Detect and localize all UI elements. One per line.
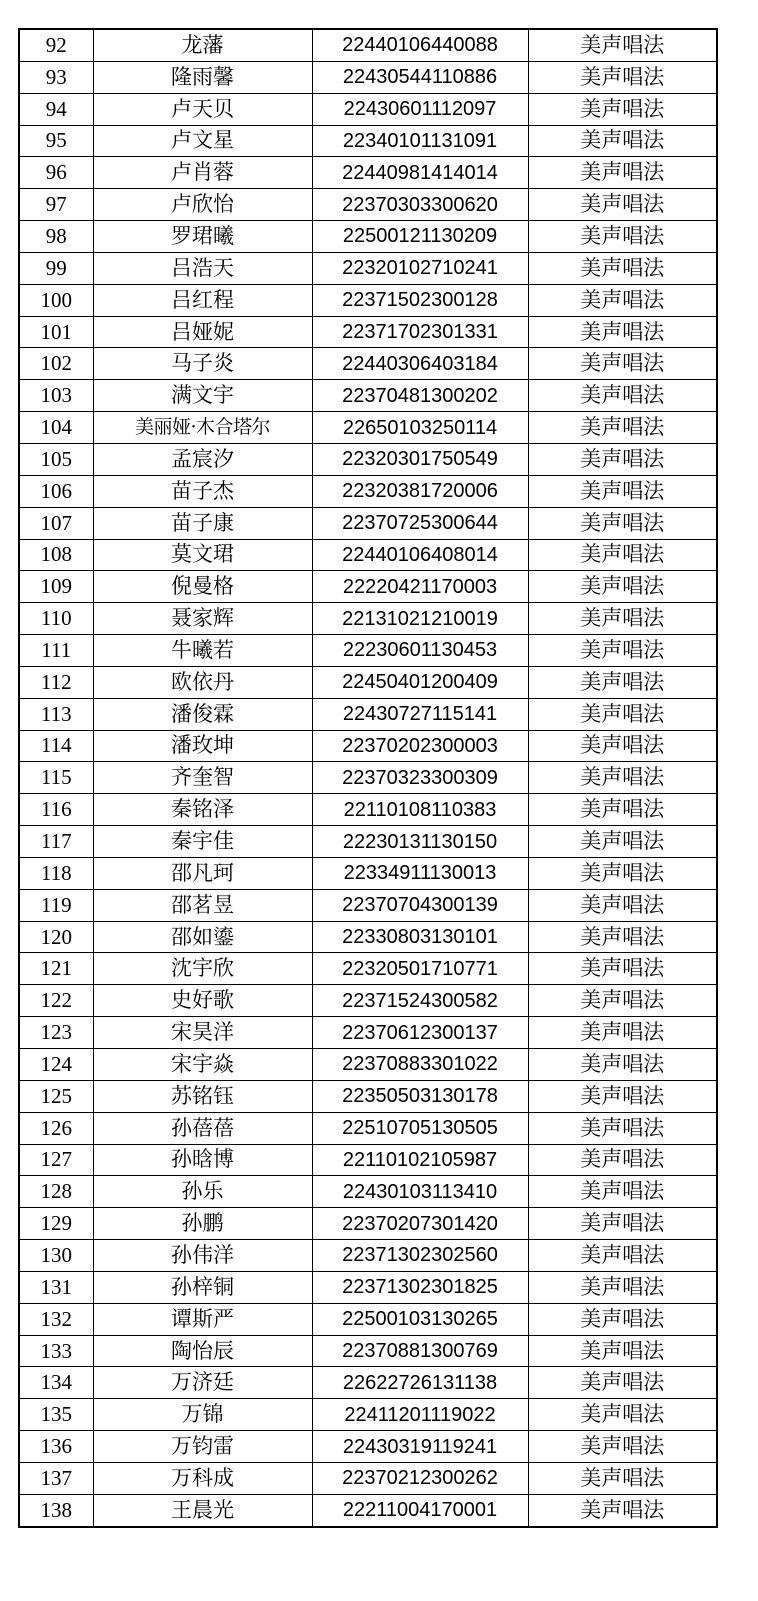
exam-id-cell: 22320501710771 bbox=[312, 953, 528, 985]
table-row bbox=[19, 1080, 717, 1112]
roster-table-body bbox=[19, 29, 717, 1527]
exam-id-cell: 22510705130505 bbox=[312, 1112, 528, 1144]
table-row bbox=[19, 380, 717, 412]
exam-id-cell: 22370207301420 bbox=[312, 1208, 528, 1240]
major-cell: 美声唱法 bbox=[528, 412, 717, 444]
exam-id-cell: 22370323300309 bbox=[312, 762, 528, 794]
name-cell: 隆雨馨 bbox=[93, 61, 312, 93]
exam-id-cell: 22411201119022 bbox=[312, 1399, 528, 1431]
name-cell: 齐奎智 bbox=[93, 762, 312, 794]
major-cell: 美声唱法 bbox=[528, 316, 717, 348]
name-cell: 苏铭钰 bbox=[93, 1080, 312, 1112]
exam-id-cell: 22370303300620 bbox=[312, 189, 528, 221]
name-cell: 吕娅妮 bbox=[93, 316, 312, 348]
exam-id-cell: 22440306403184 bbox=[312, 348, 528, 380]
exam-id-cell: 22650103250114 bbox=[312, 412, 528, 444]
exam-id-cell: 22370202300003 bbox=[312, 730, 528, 762]
row-number-cell: 133 bbox=[19, 1335, 93, 1367]
name-cell: 万科成 bbox=[93, 1462, 312, 1494]
major-cell: 美声唱法 bbox=[528, 380, 717, 412]
row-number-cell: 94 bbox=[19, 93, 93, 125]
major-cell: 美声唱法 bbox=[528, 1335, 717, 1367]
major-cell: 美声唱法 bbox=[528, 1367, 717, 1399]
major-cell: 美声唱法 bbox=[528, 1240, 717, 1272]
name-cell: 史好歌 bbox=[93, 985, 312, 1017]
row-number-cell: 99 bbox=[19, 252, 93, 284]
exam-id-cell: 22440106440088 bbox=[312, 29, 528, 61]
row-number-cell: 138 bbox=[19, 1494, 93, 1526]
name-cell: 潘玫坤 bbox=[93, 730, 312, 762]
name-cell: 满文宇 bbox=[93, 380, 312, 412]
name-cell: 吕浩天 bbox=[93, 252, 312, 284]
major-cell: 美声唱法 bbox=[528, 61, 717, 93]
table-row bbox=[19, 857, 717, 889]
row-number-cell: 122 bbox=[19, 985, 93, 1017]
row-number-cell: 117 bbox=[19, 826, 93, 858]
exam-id-cell: 22320381720006 bbox=[312, 475, 528, 507]
row-number-cell: 98 bbox=[19, 221, 93, 253]
row-number-cell: 102 bbox=[19, 348, 93, 380]
major-cell: 美声唱法 bbox=[528, 1176, 717, 1208]
major-cell: 美声唱法 bbox=[528, 1399, 717, 1431]
table-row bbox=[19, 1176, 717, 1208]
exam-id-cell: 22371302301825 bbox=[312, 1271, 528, 1303]
table-row bbox=[19, 953, 717, 985]
major-cell: 美声唱法 bbox=[528, 1144, 717, 1176]
table-row bbox=[19, 1017, 717, 1049]
table-row bbox=[19, 443, 717, 475]
name-cell: 罗珺曦 bbox=[93, 221, 312, 253]
table-row bbox=[19, 1208, 717, 1240]
exam-id-cell: 22220421170003 bbox=[312, 571, 528, 603]
major-cell: 美声唱法 bbox=[528, 635, 717, 667]
name-cell: 邵如鎏 bbox=[93, 921, 312, 953]
major-cell: 美声唱法 bbox=[528, 507, 717, 539]
name-cell: 孙乐 bbox=[93, 1176, 312, 1208]
name-cell: 倪曼格 bbox=[93, 571, 312, 603]
major-cell: 美声唱法 bbox=[528, 1494, 717, 1526]
row-number-cell: 93 bbox=[19, 61, 93, 93]
table-row bbox=[19, 1335, 717, 1367]
name-cell: 王晨光 bbox=[93, 1494, 312, 1526]
table-row bbox=[19, 252, 717, 284]
table-row bbox=[19, 412, 717, 444]
exam-id-cell: 22370883301022 bbox=[312, 1049, 528, 1081]
major-cell: 美声唱法 bbox=[528, 1303, 717, 1335]
table-row bbox=[19, 1112, 717, 1144]
table-row bbox=[19, 1494, 717, 1526]
name-cell: 苗子杰 bbox=[93, 475, 312, 507]
major-cell: 美声唱法 bbox=[528, 889, 717, 921]
name-cell: 美丽娅·木合塔尔 bbox=[93, 412, 312, 444]
name-cell: 莫文珺 bbox=[93, 539, 312, 571]
name-cell: 龙藩 bbox=[93, 29, 312, 61]
major-cell: 美声唱法 bbox=[528, 284, 717, 316]
name-cell: 卢欣怡 bbox=[93, 189, 312, 221]
exam-id-cell: 22371502300128 bbox=[312, 284, 528, 316]
major-cell: 美声唱法 bbox=[528, 762, 717, 794]
row-number-cell: 107 bbox=[19, 507, 93, 539]
name-cell: 孙鹏 bbox=[93, 1208, 312, 1240]
name-cell: 牛曦若 bbox=[93, 635, 312, 667]
name-cell: 欧依丹 bbox=[93, 666, 312, 698]
table-row bbox=[19, 921, 717, 953]
table-row bbox=[19, 635, 717, 667]
name-cell: 邵凡珂 bbox=[93, 857, 312, 889]
exam-id-cell: 22430319119241 bbox=[312, 1431, 528, 1463]
row-number-cell: 101 bbox=[19, 316, 93, 348]
exam-id-cell: 22370704300139 bbox=[312, 889, 528, 921]
exam-id-cell: 22230601130453 bbox=[312, 635, 528, 667]
row-number-cell: 132 bbox=[19, 1303, 93, 1335]
table-row bbox=[19, 603, 717, 635]
exam-id-cell: 22430103113410 bbox=[312, 1176, 528, 1208]
exam-id-cell: 22440981414014 bbox=[312, 157, 528, 189]
major-cell: 美声唱法 bbox=[528, 189, 717, 221]
major-cell: 美声唱法 bbox=[528, 221, 717, 253]
exam-id-cell: 22320301750549 bbox=[312, 443, 528, 475]
name-cell: 孙晗博 bbox=[93, 1144, 312, 1176]
table-row bbox=[19, 1462, 717, 1494]
name-cell: 孙梓铜 bbox=[93, 1271, 312, 1303]
row-number-cell: 100 bbox=[19, 284, 93, 316]
major-cell: 美声唱法 bbox=[528, 698, 717, 730]
major-cell: 美声唱法 bbox=[528, 539, 717, 571]
table-row bbox=[19, 1144, 717, 1176]
exam-id-cell: 22110108110383 bbox=[312, 794, 528, 826]
name-cell: 卢肖蓉 bbox=[93, 157, 312, 189]
table-row bbox=[19, 1399, 717, 1431]
row-number-cell: 129 bbox=[19, 1208, 93, 1240]
row-number-cell: 126 bbox=[19, 1112, 93, 1144]
exam-id-cell: 22370725300644 bbox=[312, 507, 528, 539]
exam-id-cell: 22440106408014 bbox=[312, 539, 528, 571]
major-cell: 美声唱法 bbox=[528, 826, 717, 858]
major-cell: 美声唱法 bbox=[528, 603, 717, 635]
major-cell: 美声唱法 bbox=[528, 1271, 717, 1303]
row-number-cell: 123 bbox=[19, 1017, 93, 1049]
row-number-cell: 116 bbox=[19, 794, 93, 826]
row-number-cell: 136 bbox=[19, 1431, 93, 1463]
major-cell: 美声唱法 bbox=[528, 571, 717, 603]
table-row bbox=[19, 221, 717, 253]
major-cell: 美声唱法 bbox=[528, 666, 717, 698]
exam-id-cell: 22211004170001 bbox=[312, 1494, 528, 1526]
exam-id-cell: 22370481300202 bbox=[312, 380, 528, 412]
major-cell: 美声唱法 bbox=[528, 1080, 717, 1112]
major-cell: 美声唱法 bbox=[528, 1431, 717, 1463]
exam-id-cell: 22370881300769 bbox=[312, 1335, 528, 1367]
row-number-cell: 111 bbox=[19, 635, 93, 667]
row-number-cell: 97 bbox=[19, 189, 93, 221]
table-row bbox=[19, 666, 717, 698]
exam-id-cell: 22370612300137 bbox=[312, 1017, 528, 1049]
table-row bbox=[19, 189, 717, 221]
name-cell: 苗子康 bbox=[93, 507, 312, 539]
table-row bbox=[19, 1431, 717, 1463]
row-number-cell: 137 bbox=[19, 1462, 93, 1494]
exam-id-cell: 22500121130209 bbox=[312, 221, 528, 253]
name-cell: 万钧雷 bbox=[93, 1431, 312, 1463]
row-number-cell: 106 bbox=[19, 475, 93, 507]
major-cell: 美声唱法 bbox=[528, 348, 717, 380]
table-row bbox=[19, 507, 717, 539]
major-cell: 美声唱法 bbox=[528, 857, 717, 889]
row-number-cell: 134 bbox=[19, 1367, 93, 1399]
name-cell: 卢文星 bbox=[93, 125, 312, 157]
row-number-cell: 110 bbox=[19, 603, 93, 635]
name-cell: 吕红程 bbox=[93, 284, 312, 316]
name-cell: 宋宇焱 bbox=[93, 1049, 312, 1081]
row-number-cell: 135 bbox=[19, 1399, 93, 1431]
row-number-cell: 109 bbox=[19, 571, 93, 603]
row-number-cell: 105 bbox=[19, 443, 93, 475]
row-number-cell: 112 bbox=[19, 666, 93, 698]
table-row bbox=[19, 93, 717, 125]
major-cell: 美声唱法 bbox=[528, 157, 717, 189]
table-row bbox=[19, 316, 717, 348]
exam-id-cell: 22230131130150 bbox=[312, 826, 528, 858]
major-cell: 美声唱法 bbox=[528, 1017, 717, 1049]
major-cell: 美声唱法 bbox=[528, 1112, 717, 1144]
major-cell: 美声唱法 bbox=[528, 1462, 717, 1494]
row-number-cell: 96 bbox=[19, 157, 93, 189]
major-cell: 美声唱法 bbox=[528, 1049, 717, 1081]
table-row bbox=[19, 284, 717, 316]
name-cell: 马子炎 bbox=[93, 348, 312, 380]
name-cell: 孙伟洋 bbox=[93, 1240, 312, 1272]
major-cell: 美声唱法 bbox=[528, 443, 717, 475]
major-cell: 美声唱法 bbox=[528, 953, 717, 985]
major-cell: 美声唱法 bbox=[528, 252, 717, 284]
table-row bbox=[19, 698, 717, 730]
table-row bbox=[19, 61, 717, 93]
name-cell: 宋昊洋 bbox=[93, 1017, 312, 1049]
row-number-cell: 125 bbox=[19, 1080, 93, 1112]
name-cell: 万锦 bbox=[93, 1399, 312, 1431]
roster-table bbox=[18, 28, 718, 1528]
table-row bbox=[19, 762, 717, 794]
major-cell: 美声唱法 bbox=[528, 93, 717, 125]
major-cell: 美声唱法 bbox=[528, 794, 717, 826]
name-cell: 陶怡辰 bbox=[93, 1335, 312, 1367]
table-row bbox=[19, 1303, 717, 1335]
table-row bbox=[19, 157, 717, 189]
table-row bbox=[19, 889, 717, 921]
table-row bbox=[19, 1271, 717, 1303]
table-row bbox=[19, 475, 717, 507]
row-number-cell: 113 bbox=[19, 698, 93, 730]
name-cell: 沈宇欣 bbox=[93, 953, 312, 985]
table-row bbox=[19, 539, 717, 571]
name-cell: 卢天贝 bbox=[93, 93, 312, 125]
row-number-cell: 121 bbox=[19, 953, 93, 985]
exam-id-cell: 22110102105987 bbox=[312, 1144, 528, 1176]
table-row bbox=[19, 794, 717, 826]
name-cell: 潘俊霖 bbox=[93, 698, 312, 730]
name-cell: 聂家辉 bbox=[93, 603, 312, 635]
row-number-cell: 118 bbox=[19, 857, 93, 889]
table-row bbox=[19, 826, 717, 858]
row-number-cell: 128 bbox=[19, 1176, 93, 1208]
row-number-cell: 130 bbox=[19, 1240, 93, 1272]
table-row bbox=[19, 1240, 717, 1272]
major-cell: 美声唱法 bbox=[528, 475, 717, 507]
major-cell: 美声唱法 bbox=[528, 1208, 717, 1240]
exam-id-cell: 22330803130101 bbox=[312, 921, 528, 953]
exam-id-cell: 22131021210019 bbox=[312, 603, 528, 635]
major-cell: 美声唱法 bbox=[528, 985, 717, 1017]
name-cell: 秦铭泽 bbox=[93, 794, 312, 826]
table-row bbox=[19, 571, 717, 603]
exam-id-cell: 22500103130265 bbox=[312, 1303, 528, 1335]
exam-id-cell: 22371302302560 bbox=[312, 1240, 528, 1272]
exam-id-cell: 22430544110886 bbox=[312, 61, 528, 93]
exam-id-cell: 22622726131138 bbox=[312, 1367, 528, 1399]
major-cell: 美声唱法 bbox=[528, 29, 717, 61]
table-row bbox=[19, 125, 717, 157]
row-number-cell: 104 bbox=[19, 412, 93, 444]
name-cell: 谭斯严 bbox=[93, 1303, 312, 1335]
table-row bbox=[19, 730, 717, 762]
name-cell: 孙蓓蓓 bbox=[93, 1112, 312, 1144]
row-number-cell: 124 bbox=[19, 1049, 93, 1081]
major-cell: 美声唱法 bbox=[528, 125, 717, 157]
row-number-cell: 108 bbox=[19, 539, 93, 571]
table-row bbox=[19, 1049, 717, 1081]
exam-id-cell: 22430601112097 bbox=[312, 93, 528, 125]
row-number-cell: 103 bbox=[19, 380, 93, 412]
exam-id-cell: 22371702301331 bbox=[312, 316, 528, 348]
exam-id-cell: 22320102710241 bbox=[312, 252, 528, 284]
row-number-cell: 92 bbox=[19, 29, 93, 61]
name-cell: 邵茗昱 bbox=[93, 889, 312, 921]
row-number-cell: 119 bbox=[19, 889, 93, 921]
exam-id-cell: 22450401200409 bbox=[312, 666, 528, 698]
name-cell: 秦宇佳 bbox=[93, 826, 312, 858]
major-cell: 美声唱法 bbox=[528, 730, 717, 762]
exam-id-cell: 22430727115141 bbox=[312, 698, 528, 730]
table-row bbox=[19, 348, 717, 380]
table-row bbox=[19, 1367, 717, 1399]
table-row bbox=[19, 985, 717, 1017]
exam-id-cell: 22371524300582 bbox=[312, 985, 528, 1017]
row-number-cell: 115 bbox=[19, 762, 93, 794]
major-cell: 美声唱法 bbox=[528, 921, 717, 953]
row-number-cell: 120 bbox=[19, 921, 93, 953]
exam-id-cell: 22340101131091 bbox=[312, 125, 528, 157]
row-number-cell: 95 bbox=[19, 125, 93, 157]
exam-id-cell: 22334911130013 bbox=[312, 857, 528, 889]
exam-id-cell: 22370212300262 bbox=[312, 1462, 528, 1494]
row-number-cell: 114 bbox=[19, 730, 93, 762]
name-cell: 万济廷 bbox=[93, 1367, 312, 1399]
exam-id-cell: 22350503130178 bbox=[312, 1080, 528, 1112]
row-number-cell: 131 bbox=[19, 1271, 93, 1303]
row-number-cell: 127 bbox=[19, 1144, 93, 1176]
table-row bbox=[19, 29, 717, 61]
name-cell: 孟宸汐 bbox=[93, 443, 312, 475]
